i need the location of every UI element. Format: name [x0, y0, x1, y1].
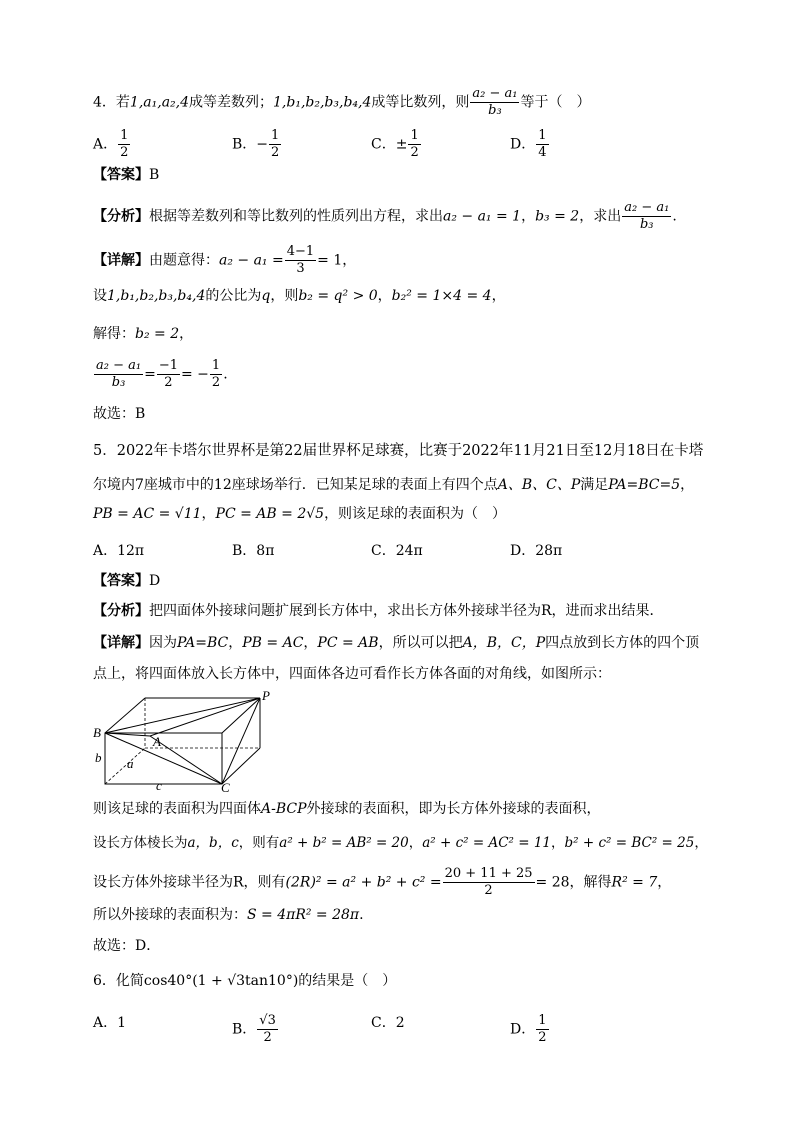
q5-area-line: [93, 905, 364, 925]
equation: a₂ − a₁ = 1: [443, 208, 522, 225]
frac-bottom: b₃: [111, 375, 126, 390]
q5-analysis: [93, 601, 664, 621]
frac-top: 1: [538, 1013, 547, 1028]
variable: q: [261, 288, 271, 304]
frac-top: 20 + 11 + 25: [444, 866, 533, 881]
analysis-fraction: [622, 200, 671, 233]
equation: R² = 7: [611, 874, 658, 891]
q5-detail-line2: 点上，将四面体放入长方体中，四面体各边可看作长方体各面的对角线，如图所示：: [93, 666, 611, 682]
q4-analysis: [93, 200, 677, 233]
detail-fraction: [285, 244, 316, 277]
frac-bottom: b₃: [639, 217, 654, 232]
equals: = −: [181, 366, 209, 383]
equation: (2R)² = a² + b² + c² =: [285, 874, 442, 891]
answer-tag: 【答案】: [93, 573, 149, 589]
q6-option-b: [232, 1013, 279, 1046]
option-sign: ±: [395, 136, 408, 153]
q4-stem: [93, 86, 590, 119]
analysis-text: ，求出: [579, 208, 622, 225]
label-C: C: [221, 780, 230, 792]
option-label: D．: [510, 1021, 536, 1038]
equation: b₂² = 1×4 = 4: [391, 288, 492, 304]
equation: PC = AB: [317, 635, 379, 651]
stem-text: 的结果是（ ）: [298, 973, 397, 989]
frac-top: a₂ − a₁: [624, 200, 670, 215]
detail-text: 所以外接球的表面积为：: [93, 907, 247, 923]
radius-fraction: [443, 866, 535, 899]
frac-bottom: 2: [263, 1030, 272, 1045]
q4-ratio-line: [93, 286, 506, 306]
q6-option-c: C．2: [371, 1015, 405, 1031]
q4-stem-text: 4．若: [93, 94, 130, 111]
frac-top: a₂ − a₁: [472, 86, 518, 101]
analysis-tag: 【分析】: [93, 603, 149, 619]
frac-top: a₂ − a₁: [96, 358, 142, 373]
equation: b₂ = q² > 0: [298, 288, 378, 304]
expression: cos40°(1 + √3tan10°): [143, 973, 299, 989]
stem-text: 尔境内7座城市中的12座球场举行．已知某足球的表面上有四个点: [93, 477, 498, 493]
detail-text: 的公比为: [205, 288, 262, 304]
q5-stem-line2: [93, 475, 694, 495]
equals: .: [223, 366, 228, 383]
stem-text: ，: [201, 506, 216, 522]
detail-text: 解得：: [93, 326, 135, 342]
edge-CP: [222, 698, 260, 784]
equation: = 1，: [317, 252, 357, 269]
q5-choose: 故选：D．: [93, 938, 161, 954]
equation: b₃ = 2: [535, 208, 580, 225]
q4-final-line: [93, 358, 228, 391]
detail-text: 四点放到长方体的四个顶: [545, 635, 700, 651]
q5-stem-line3: [93, 504, 506, 524]
q4-solve-line: [93, 324, 193, 344]
q6-option-d: [510, 1013, 550, 1046]
frac-top: −1: [158, 358, 178, 373]
q5-option-b: B．8π: [232, 543, 275, 559]
frac-bottom: 4: [538, 145, 547, 160]
q5-after-figure: [93, 799, 601, 819]
option-fraction: [118, 128, 130, 161]
stem-text: ，则该足球的表面积为（ ）: [324, 506, 507, 522]
equation: b₂ = 2: [135, 326, 180, 342]
q4-choose: 故选：B: [93, 406, 146, 422]
stem-text: 6．化简: [93, 973, 144, 989]
analysis-text: ，: [521, 208, 536, 225]
points: A、B、C、P: [497, 477, 581, 493]
q4-stem-text: 成等比数列，则: [371, 94, 470, 111]
frac-bottom: 3: [296, 261, 305, 276]
frac-bottom: 2: [211, 375, 221, 390]
label-P: P: [262, 688, 270, 703]
frac-bottom: 2: [484, 883, 493, 898]
detail-tag: 【详解】: [93, 635, 149, 651]
equation: a² + b² = AB² = 20: [279, 835, 409, 851]
q5-option-a: A．12π: [93, 543, 145, 559]
option-fraction: [536, 1013, 548, 1046]
q5-stem-line1: 5．2022年卡塔尔世界杯是第22届世界杯足球赛，比赛于2022年11月21日至12月18日在卡塔: [93, 443, 704, 459]
detail-text: ，: [377, 288, 392, 304]
label-b: b: [95, 750, 102, 765]
option-label: B．: [232, 1021, 257, 1038]
equation: PA=BC: [177, 635, 229, 651]
detail-text: ，: [179, 326, 194, 342]
equation: PB = AC: [242, 635, 304, 651]
edge: [222, 698, 260, 733]
detail-text: ，: [408, 835, 423, 851]
analysis-text: 把四面体外接球问题扩展到长方体中，求出长方体外接球半径为R，进而求出结果．: [149, 603, 664, 619]
q6-stem: [93, 971, 396, 991]
label-B: B: [93, 725, 101, 740]
final-fraction: [210, 358, 222, 391]
edge: [105, 698, 145, 733]
q4-option-a: [93, 128, 131, 161]
analysis-text: 根据等差数列和等比数列的性质列出方程，求出: [149, 208, 443, 225]
frac-top: 1: [538, 128, 547, 143]
answer-value: D: [149, 573, 161, 589]
q4-stem-text: 成等差数列；: [189, 94, 274, 111]
q6-option-a: A．1: [93, 1015, 127, 1031]
detail-tag: 【详解】: [93, 252, 149, 269]
q4-option-c: [371, 128, 422, 161]
q5-edges-line: [93, 833, 708, 853]
q4-option-d: [510, 128, 550, 161]
equals: =: [144, 366, 156, 383]
stem-text: ，: [680, 477, 695, 493]
frac-bottom: 2: [538, 1030, 547, 1045]
hidden-edge: [105, 748, 145, 784]
q4-answer: [93, 165, 159, 185]
equation: PA=BC=5: [608, 477, 681, 493]
frac-bottom: 2: [410, 145, 419, 160]
detail-text: 外接球的表面积，即为长方体外接球的表面积，: [306, 801, 601, 817]
sequence: 1,b₁,b₂,b₃,b₄,4: [107, 288, 206, 304]
equation: PC = AB = 2√5: [215, 506, 325, 522]
equation: = 28: [535, 874, 570, 891]
detail-text: 由题意得：: [149, 252, 219, 269]
q5-radius-line: [93, 866, 671, 899]
frac-bottom: 2: [271, 145, 280, 160]
option-label: A．: [93, 136, 118, 153]
edge-AP: [150, 698, 260, 736]
option-fraction: [536, 128, 548, 161]
detail-text: 设长方体外接球半径为R，则有: [93, 874, 286, 891]
label-a: a: [127, 756, 134, 771]
q5-option-d: D．28π: [510, 543, 563, 559]
equation: S = 4πR² = 28π: [247, 907, 360, 923]
detail-text: .: [359, 907, 364, 923]
detail-text: ，所以可以把: [378, 635, 463, 651]
detail-text: ，则有: [238, 835, 280, 851]
equation: PB = AC = √11: [93, 506, 202, 522]
option-fraction: [408, 128, 420, 161]
analysis-tag: 【分析】: [93, 208, 149, 225]
equation: a₂ − a₁ =: [219, 252, 284, 269]
frac-top: 4−1: [286, 244, 315, 259]
tetrahedron-name: A-BCP: [261, 801, 307, 817]
detail-text: ，: [491, 288, 506, 304]
edge-BP: [105, 698, 260, 733]
points: A，B，C，P: [462, 635, 546, 651]
option-fraction: [257, 1013, 278, 1046]
analysis-text: .: [672, 208, 677, 225]
detail-text: 设: [93, 288, 107, 304]
detail-text: 因为: [149, 635, 177, 651]
edge-BC: [105, 733, 222, 784]
q4-seq2: 1,b₁,b₂,b₃,b₄,4: [273, 94, 372, 111]
cuboid-figure: [90, 688, 280, 792]
detail-text: ，: [694, 835, 708, 851]
q4-detail: [93, 244, 356, 277]
q4-option-b: [232, 128, 282, 161]
detail-text: ，: [657, 874, 672, 891]
detail-text: ，: [228, 635, 243, 651]
label-A: A: [153, 734, 161, 749]
frac-bottom: 2: [164, 375, 173, 390]
detail-text: ，: [551, 835, 565, 851]
stem-text: 满足: [580, 477, 609, 493]
q4-seq1: 1,a₁,a₂,4: [129, 94, 190, 111]
frac-top: 1: [211, 358, 221, 373]
final-fraction: [94, 358, 143, 391]
q4-fraction: [470, 86, 519, 119]
option-label: D．: [510, 136, 536, 153]
answer-tag: 【答案】: [93, 167, 149, 183]
detail-text: 则该足球的表面积为四面体: [93, 801, 261, 817]
frac-top: 1: [410, 128, 419, 143]
frac-top: 1: [271, 128, 280, 143]
detail-text: ，则: [270, 288, 299, 304]
option-label: B．: [232, 136, 257, 153]
final-fraction: [157, 358, 180, 391]
answer-value: B: [149, 167, 160, 183]
frac-bottom: 2: [120, 145, 129, 160]
option-label: C．: [371, 136, 396, 153]
frac-top: 1: [120, 128, 129, 143]
detail-text: ，解得: [569, 874, 612, 891]
q4-stem-text: 等于（ ）: [520, 94, 591, 111]
frac-bottom: b₃: [488, 103, 502, 118]
q5-detail-line1: [93, 633, 699, 653]
detail-text: 设长方体棱长为: [93, 835, 188, 851]
label-c: c: [156, 778, 162, 792]
option-sign: −: [256, 136, 269, 153]
detail-text: ，: [303, 635, 318, 651]
frac-top: √3: [259, 1013, 276, 1028]
equation: a² + c² = AC² = 11: [422, 835, 552, 851]
equation: b² + c² = BC² = 25: [564, 835, 695, 851]
q5-option-c: C．24π: [371, 543, 423, 559]
option-fraction: [269, 128, 281, 161]
q5-answer: [93, 571, 160, 591]
edge: [222, 748, 260, 784]
variables: a，b，c: [187, 835, 239, 851]
